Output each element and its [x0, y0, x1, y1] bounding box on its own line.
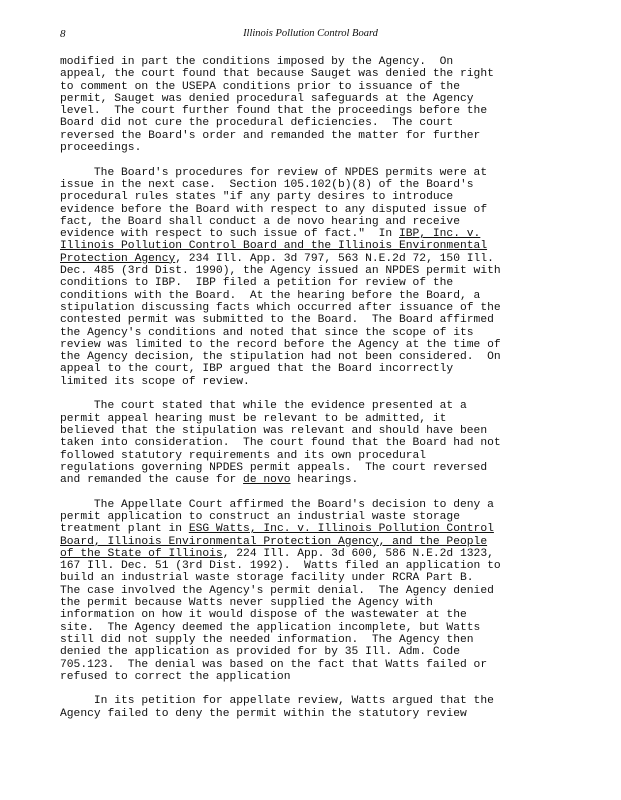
text-run: Agency failed to deny the permit within the statutory review — [60, 707, 467, 720]
text-run: believed that the stipulation was relevant and should have been — [60, 424, 488, 437]
text-line — [60, 265, 580, 277]
paragraph — [60, 400, 580, 486]
text-run: The court stated that while the evidence presented at a — [60, 400, 467, 413]
text-run: the Agency's conditions and noted that since the scope of its — [60, 326, 474, 339]
text-run: followed statutory requirements and its own procedural — [60, 449, 427, 462]
text-run: , 234 Ill. App. 3d 797, 563 N.E.2d 72, 150 Ill. — [175, 252, 494, 265]
text-run: limited its scope of review. — [60, 375, 250, 388]
text-run: review was limited to the record before the Agency at the time of — [60, 338, 501, 351]
text-run: 705.123. The denial was based on the fact that Watts failed or — [60, 658, 488, 671]
text-run: evidence before the Board with respect to any disputed issue of — [60, 203, 488, 216]
text-line — [60, 708, 580, 720]
text-line — [60, 585, 580, 597]
paragraph — [60, 695, 580, 720]
text-line — [60, 622, 580, 634]
text-run: the permit because Watts never supplied the Agency with — [60, 597, 433, 610]
text-run: 167 Ill. Dec. 51 (3rd Dist. 1992). Watts filed an application to — [60, 560, 501, 573]
text-line — [60, 314, 580, 326]
text-line — [60, 659, 580, 671]
text-run: stipulation discussing facts which occurred after issuance of the — [60, 301, 501, 314]
text-line — [60, 400, 580, 412]
text-run: information on how it would dispose of the wastewater at the — [60, 609, 467, 622]
text-line — [60, 142, 580, 154]
text-run: procedural rules states "if any party desires to introduce — [60, 191, 454, 204]
text-run: site. The Agency deemed the application incomplete, but Watts — [60, 621, 481, 634]
text-line — [60, 240, 580, 252]
text-run: proceedings. — [60, 142, 142, 155]
text-run: permit application to construct an industrial waste storage — [60, 510, 460, 523]
page-number: 8 — [60, 28, 66, 40]
text-line — [60, 597, 580, 609]
text-line — [60, 81, 580, 93]
text-line — [60, 634, 580, 646]
case-citation: de novo — [243, 474, 291, 487]
text-run: regulations governing NPDES permit appeals. The court reversed — [60, 461, 488, 474]
text-line — [60, 117, 580, 129]
text-line — [60, 523, 580, 535]
text-run: treatment plant in — [60, 523, 189, 536]
text-line — [60, 56, 580, 68]
text-run: conditions to IBP. IBP filed a petition for review of the — [60, 277, 454, 290]
text-line — [60, 511, 580, 523]
text-line — [60, 474, 580, 486]
text-line — [60, 437, 580, 449]
paragraph-gap — [60, 683, 580, 695]
text-line — [60, 363, 580, 375]
text-run: reversed the Board's order and remanded the matter for further — [60, 129, 481, 142]
paragraph-gap — [60, 154, 580, 166]
text-run: still did not supply the needed information. The Agency then — [60, 633, 474, 646]
text-run: modified in part the conditions imposed by the Agency. On — [60, 56, 454, 68]
text-line — [60, 339, 580, 351]
text-run: taken into consideration. The court found that the Board had not — [60, 437, 501, 450]
text-line — [60, 646, 580, 658]
text-run: Dec. 485 (3rd Dist. 1990), the Agency issued an NPDES permit with — [60, 265, 501, 278]
text-run: Board did not cure the procedural deficiencies. The court — [60, 117, 454, 130]
text-run: The Board's procedures for review of NPDES permits were at — [60, 166, 488, 179]
text-line — [60, 228, 580, 240]
text-line — [60, 450, 580, 462]
paragraph-gap — [60, 388, 580, 400]
text-line — [60, 413, 580, 425]
body-text — [60, 56, 580, 720]
text-run: The case involved the Agency's permit denial. The Agency denied — [60, 584, 494, 597]
text-run: contested permit was submitted to the Board. The Board affirmed — [60, 314, 494, 327]
text-run: permit, Sauget was denied procedural safeguards at the Agency — [60, 92, 474, 105]
paragraph-gap — [60, 486, 580, 498]
text-line — [60, 290, 580, 302]
text-run: appeal, the court found that because Sauget was denied the right — [60, 68, 494, 81]
case-citation: Protection Agency — [60, 252, 176, 265]
text-run: to comment on the USEPA conditions prior to issuance of the — [60, 80, 460, 93]
page-header — [60, 28, 561, 44]
text-run: evidence with respect to such issue of fact." In — [60, 228, 399, 241]
text-run: the Agency decision, the stipulation had not been considered. On — [60, 351, 501, 364]
text-run: issue in the next case. Section 105.102(b)(8) of the Board's — [60, 178, 474, 191]
text-run: fact, the Board shall conduct a de novo hearing and receive — [60, 215, 460, 228]
text-line — [60, 376, 580, 388]
text-line — [60, 609, 580, 621]
text-line — [60, 536, 580, 548]
text-run: conditions with the Board. At the hearing before the Board, a — [60, 289, 481, 302]
text-line — [60, 695, 580, 707]
text-line — [60, 572, 580, 584]
text-line — [60, 548, 580, 560]
text-run: build an industrial waste storage facility under RCRA Part B. — [60, 572, 474, 585]
paragraph — [60, 499, 580, 683]
text-line — [60, 130, 580, 142]
paragraph — [60, 167, 580, 388]
text-line — [60, 671, 580, 683]
text-line — [60, 302, 580, 314]
text-run: , 224 Ill. App. 3d 600, 586 N.E.2d 1323, — [222, 547, 494, 560]
text-line — [60, 191, 580, 203]
text-line — [60, 351, 580, 363]
text-run: hearings. — [290, 474, 359, 487]
text-line — [60, 462, 580, 474]
text-line — [60, 560, 580, 572]
text-line — [60, 204, 580, 216]
paragraph — [60, 56, 580, 154]
text-run: denied the application as provided for by 35 Ill. Adm. Code — [60, 646, 460, 659]
text-line — [60, 425, 580, 437]
text-line — [60, 499, 580, 511]
text-run: permit appeal hearing must be relevant to be admitted, it — [60, 412, 447, 425]
text-run: and remanded the cause for — [60, 474, 244, 487]
case-citation: Board, Illinois Environmental Protection Agency, and the People — [60, 535, 488, 548]
text-run: level. The court further found that the proceedings before the — [60, 105, 488, 118]
case-citation: IBP, Inc. v. — [398, 228, 481, 241]
text-line — [60, 68, 580, 80]
text-line — [60, 179, 580, 191]
text-line — [60, 216, 580, 228]
text-line — [60, 93, 580, 105]
running-head: Illinois Pollution Control Board — [243, 28, 378, 39]
case-citation: ESG Watts, Inc. v. Illinois Pollution Control — [188, 523, 494, 536]
text-run: appeal to the court, IBP argued that the Board incorrectly — [60, 363, 454, 376]
text-line — [60, 105, 580, 117]
text-line — [60, 277, 580, 289]
text-line — [60, 253, 580, 265]
case-citation: of the State of Illinois — [60, 547, 223, 560]
text-run: In its petition for appellate review, Watts argued that the — [60, 695, 494, 708]
text-line — [60, 327, 580, 339]
text-run: refused to correct the application — [60, 670, 291, 683]
text-line — [60, 167, 580, 179]
case-citation: Illinois Pollution Control Board and the Illinois Environmental — [60, 240, 488, 253]
text-run: The Appellate Court affirmed the Board's decision to deny a — [60, 498, 494, 511]
